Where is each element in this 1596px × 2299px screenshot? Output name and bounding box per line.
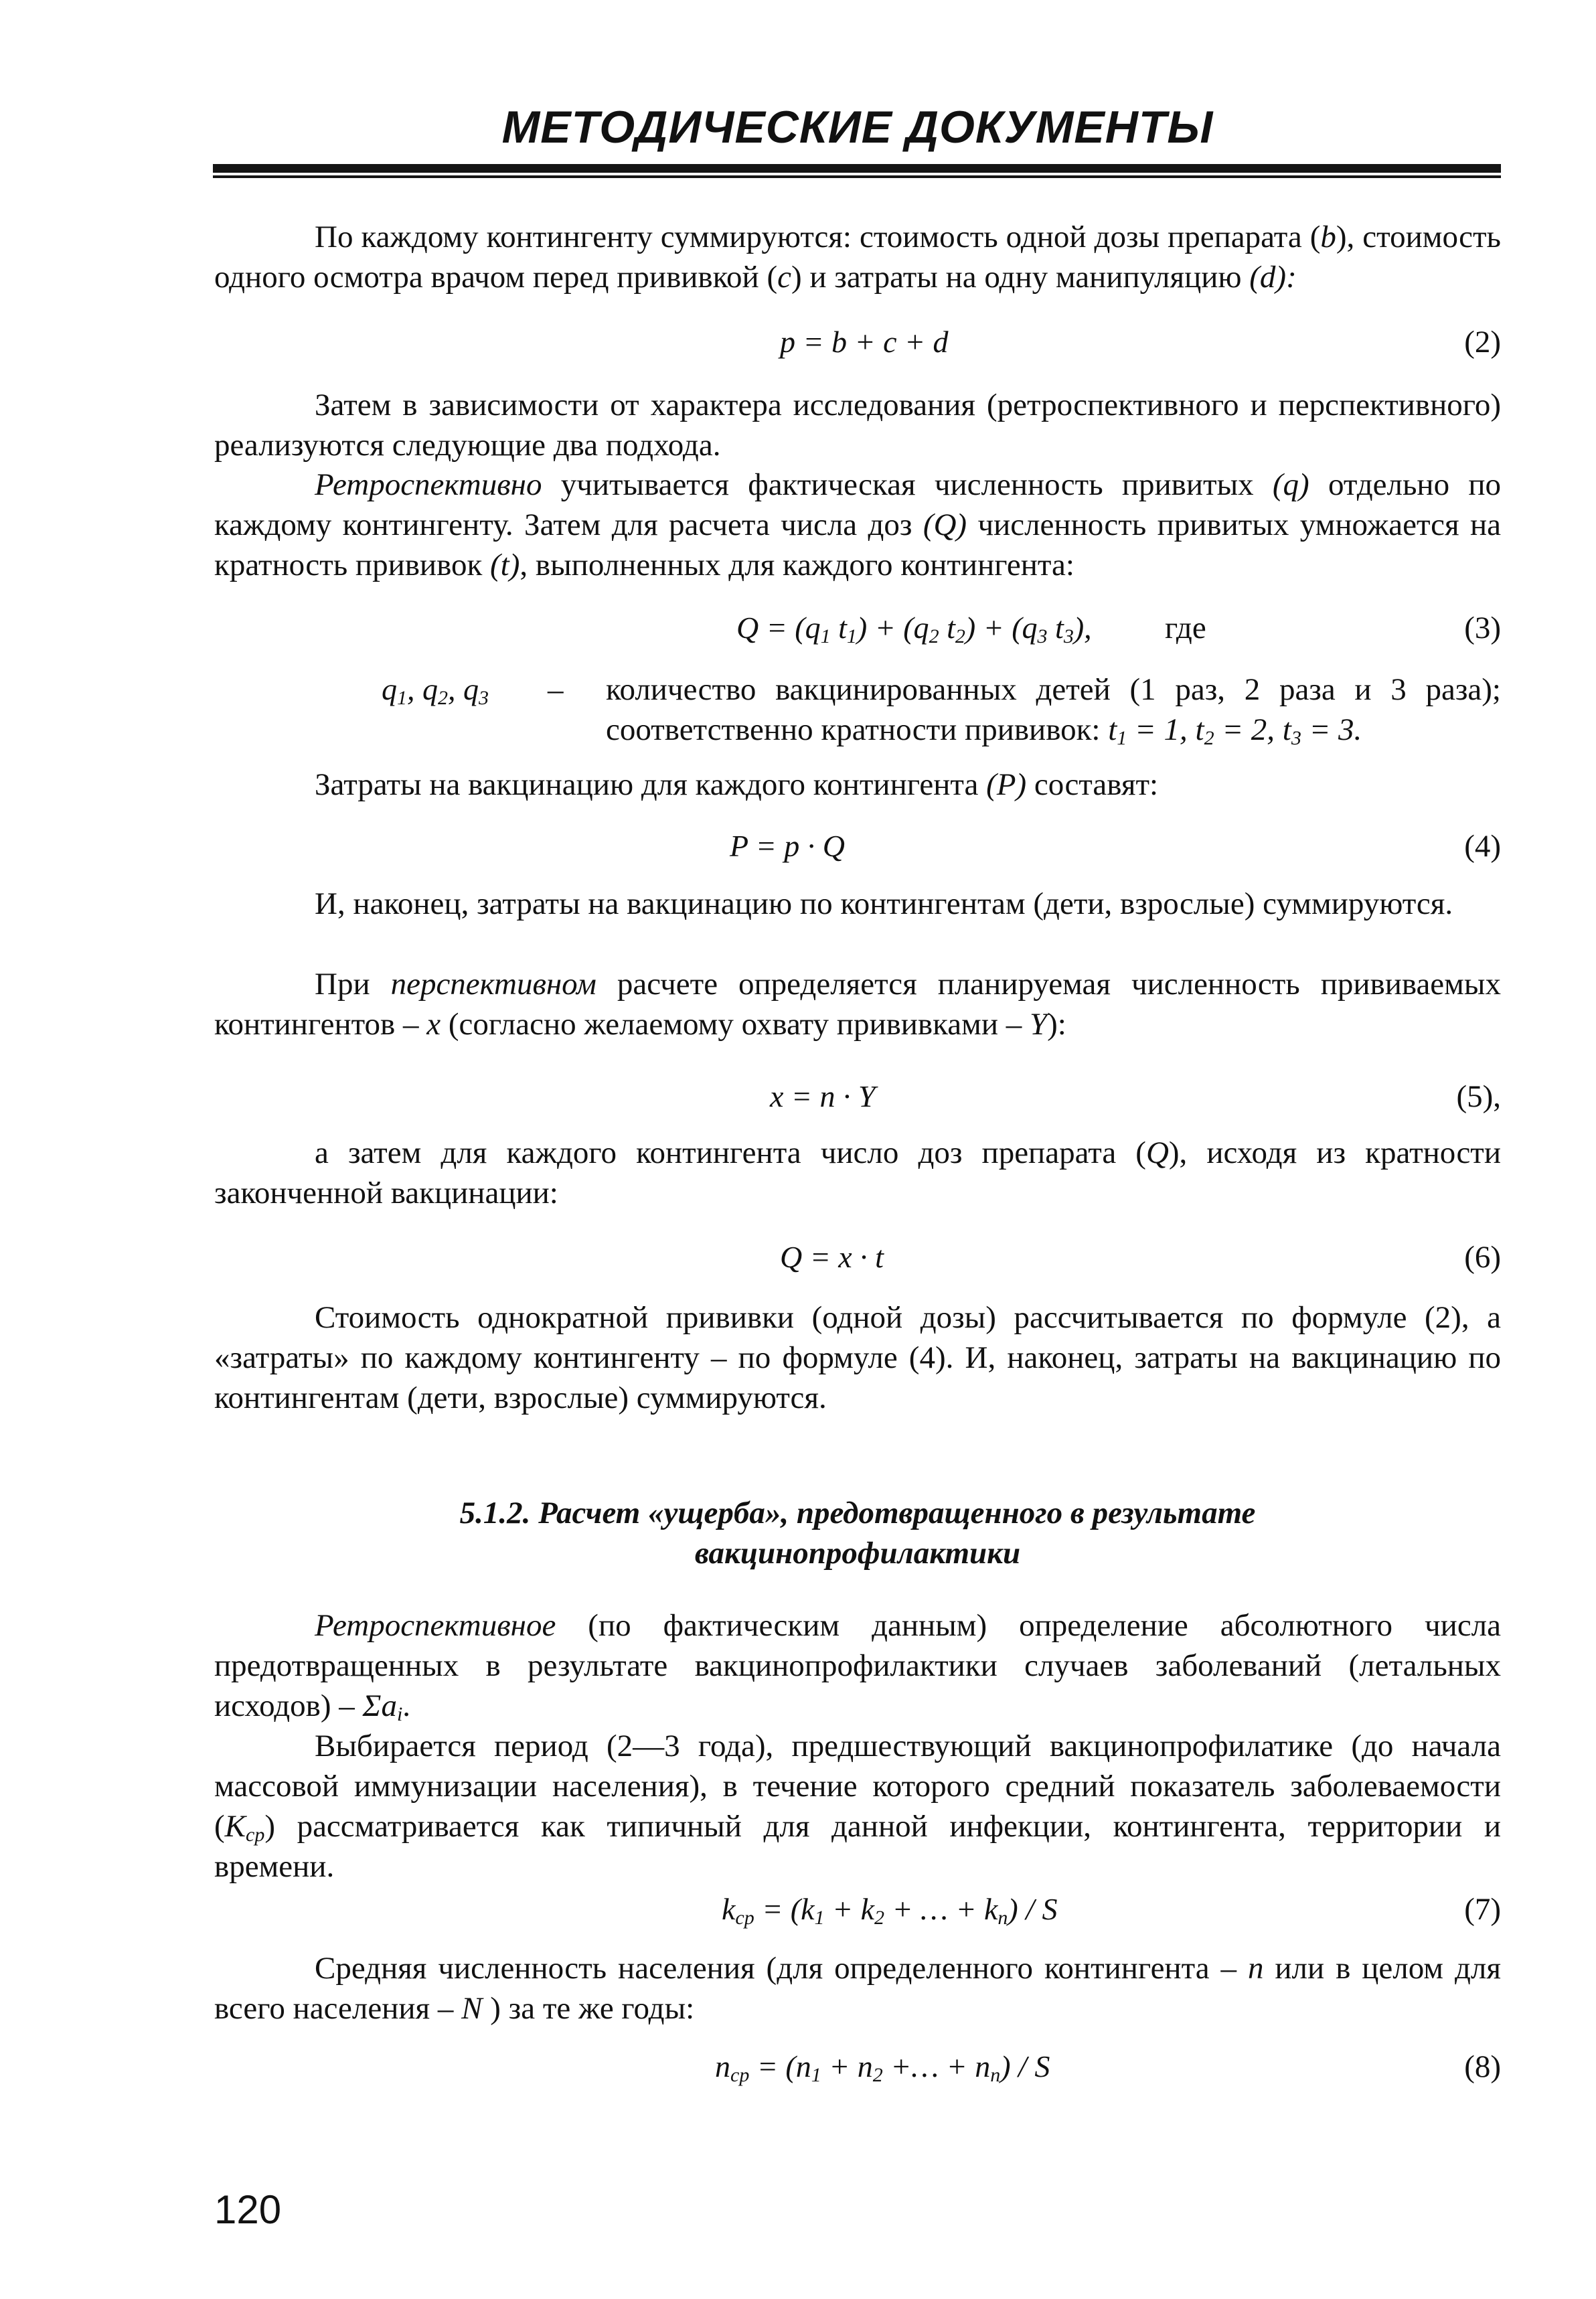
formula-5-number: (5), — [1456, 1079, 1501, 1114]
formula-5 — [214, 1075, 1501, 1118]
formula-8-number: (8) — [1464, 2049, 1501, 2084]
formula-8-expression: $n_{ср} = (n_1 + n_2$ +… + $n_n$) / S — [715, 2049, 1050, 2086]
formula-2-number: (2) — [1464, 325, 1501, 360]
section-heading — [214, 1493, 1501, 1573]
formula-7-number: (7) — [1464, 1892, 1501, 1927]
formula-3-where: где — [1165, 611, 1206, 645]
formula-3-number: (3) — [1464, 611, 1501, 645]
section-heading-line-1: 5.1.2. Расчет «ущерба», предотвращенного в результате — [459, 1496, 1256, 1530]
section-heading-line-2: вакцинопрофилактики — [694, 1536, 1021, 1571]
definition-line-2: соответственно кратности прививок: $t_1 = 1$, $t_2 = 2$, $t_3 = 3$. — [606, 712, 1362, 749]
paragraph-single-dose-cost: Стоимость однократной прививки (одной дозы) рассчитывается по формуле (2), а «затраты» по каждому контингенту – по формуле (4). И, наконец, затраты на вакцинацию по контингентам (дети, взрослые) суммируются. — [214, 1300, 1501, 1415]
definition-term: $q_1$, $q_2$, $q_3$ — [382, 672, 489, 709]
formula-3 — [214, 607, 1501, 649]
header-rule-thick — [213, 164, 1501, 173]
formula-4-expression: P = p · Q — [730, 829, 846, 863]
paragraph-prevented-cases: Ретроспективное (по фактическим данным) определение абсолютного числа предотвращенных в результате вакцинопрофилактики случаев заболеваний (летальных исходов) – $\Sigma a_i$. — [214, 1608, 1501, 1725]
paragraph-vaccination-costs: Затраты на вакцинацию для каждого контингента (P) составят: — [315, 767, 1159, 802]
paragraph-baseline-period: Выбирается период (2—3 года), предшествующий вакцинопрофилатике (до начала массовой иммунизации населения), в течение которого средний показатель заболеваемости $(K_{ср})$ рассматривается как типичный для данной инфекции, контингента, территории и времени. — [214, 1729, 1501, 1884]
paragraph-average-population: Средняя численность населения (для определенного контингента – n или в целом для всего населения – N ) за те же годы: — [214, 1951, 1501, 2026]
header-rule-thin — [213, 175, 1501, 178]
formula-7-expression: $k_{ср} = (k_1 + k_2$ + … + $k_n$) / S — [722, 1892, 1058, 1929]
paragraph-approaches: Затем в зависимости от характера исследования (ретроспективного и перспективного) реализуются следующие два подхода. — [214, 388, 1501, 463]
paragraph-cost-components: По каждому контингенту суммируются: стоимость одной дозы препарата (b), стоимость одного осмотра врачом перед прививкой (c) и затраты на одну манипуляцию (d): — [214, 220, 1501, 295]
formula-6-number: (6) — [1464, 1240, 1501, 1275]
definition-body — [606, 669, 1501, 750]
running-header-title: МЕТОДИЧЕСКИЕ ДОКУМЕНТЫ — [501, 102, 1214, 153]
formula-6 — [214, 1236, 1501, 1279]
paragraph-retrospective: Ретроспективно учитывается фактическая численность привитых (q) отдельно по каждому контингенту. Затем для расчета числа доз (Q) численность привитых умножается на кратность прививок (t), выполненных для каждого контингента: — [214, 467, 1501, 582]
definition-line-1: количество вакцинированных детей (1 раз, 2 раза и 3 раза); — [606, 672, 1501, 707]
formula-7 — [214, 1888, 1501, 1931]
formula-4 — [214, 825, 1501, 868]
formula-3-expression: $Q = (q_1$ $t_1) + (q_2$ $t_2) + (q_3$ $t_3$), — [736, 611, 1092, 647]
page-number: 120 — [214, 2187, 282, 2232]
paragraph-dose-count: а затем для каждого контингента число доз препарата (Q), исходя из кратности законченной вакцинации: — [214, 1135, 1501, 1210]
formula-6-expression: Q = x · t — [780, 1240, 884, 1274]
definition-dash: – — [548, 672, 564, 707]
formula-8 — [214, 2045, 1501, 2088]
formula-2 — [214, 321, 1501, 364]
formula-2-expression: p = b + c + d — [780, 325, 949, 359]
paragraph-prospective: При перспективном расчете определяется планируемая численность прививаемых контингентов – x (согласно желаемому охвату прививками – Y): — [214, 967, 1501, 1042]
paragraph-summation: И, наконец, затраты на вакцинацию по контингентам (дети, взрослые) суммируются. — [315, 886, 1453, 921]
formula-5-expression: x = n · Y — [770, 1079, 876, 1113]
formula-4-number: (4) — [1464, 829, 1501, 864]
